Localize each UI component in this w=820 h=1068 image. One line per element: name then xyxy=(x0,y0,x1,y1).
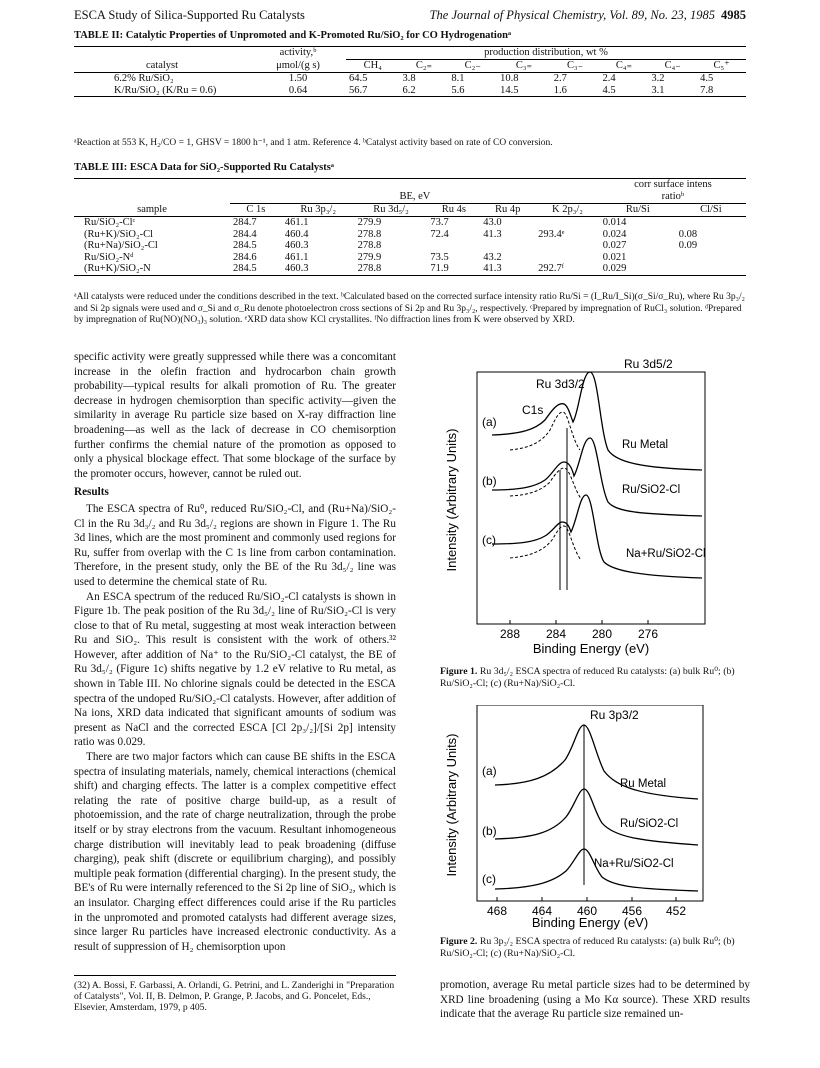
figure1-caption-text: Ru 3d₅/₂ ESCA spectra of reduced Ru catalysts: (a) bulk Ru⁰; (b) Ru/SiO₂-Cl; (c) (Ru+Na)/SiO₂-Cl. xyxy=(440,666,735,689)
fig2-tick: 456 xyxy=(621,904,643,918)
t3-cell: 461.1 xyxy=(284,217,309,228)
t3-cell: 73.5 xyxy=(430,251,449,263)
t3-cell: 284.5 xyxy=(233,240,257,251)
table3-footnote: ᵃAll catalysts were reduced under the conditions described in the text. ᵇCalculated based on the corrected surface intensity ratio Ru/Si = (I_Ru/I_Si)(σ_Si/σ_Ru), where Ru 3p₃/₂ and Si 2p signals were used and σ_Si and σ_Ru denote photoelectron cross sections of Si 2p and Ru 3p₃/₂, respectively. ᶜPrepared by impregnation of RuCl₃ solution. ᵈPrepared by impregnation of Ru(NO)(NO₃)₃ solution. ᵉXRD data show KCl crystallites. ᶠNo diffraction lines from K were observed by XRD. xyxy=(74,292,745,325)
fig1-frame xyxy=(477,372,705,624)
t2-cell: 4.5 xyxy=(700,73,714,84)
fig2-ylabel: Intensity (Arbitrary Units) xyxy=(444,733,459,877)
t3-cell: (Ru+K)/SiO₂-Cl xyxy=(84,228,154,240)
table3 xyxy=(74,178,746,276)
t3-cell: 279.9 xyxy=(357,217,382,228)
running-header xyxy=(74,8,746,26)
t3-group-be: BE, eV xyxy=(230,179,600,204)
fig2-tickmarks xyxy=(497,897,676,901)
t2-col: CH₄ xyxy=(363,60,382,71)
figure2-spectrum xyxy=(440,705,750,931)
t2-cell: 0.64 xyxy=(288,84,308,96)
t2-col: C₄₌ xyxy=(615,60,633,71)
t2-col-catalyst: catalyst xyxy=(74,47,250,73)
fig1-peak-top: Ru 3d5/2 xyxy=(624,357,673,371)
t3-cell: 0.08 xyxy=(678,228,698,240)
t3-cell: (Ru+Na)/SiO₂-Cl xyxy=(84,240,158,251)
fig1-tick: 276 xyxy=(637,627,659,641)
fig2-curve-b xyxy=(495,789,698,845)
t3-cell: 278.8 xyxy=(357,240,382,251)
paragraph: The ESCA spectra of Ru⁰, reduced Ru/SiO₂-Cl, and (Ru+Na)/SiO₂-Cl in the Ru 3d₃/₂ and Ru 3d₅/₂ regions are shown in Figure 1. The Ru 3d lines, which are the most prominent and commonly used regions for Ru, suffer from overlap with the C 1s line from carbon contamination. Therefore, in the present study, only the BE of the Ru 3d₅/₂ line was used to determine the chemical state of Ru. xyxy=(74,502,396,588)
t3-col-sample: sample xyxy=(74,179,230,217)
fig2-label-a: (a) xyxy=(482,764,497,778)
figure2-caption xyxy=(440,936,750,960)
fig2-ticks xyxy=(487,904,686,918)
table-row xyxy=(74,217,746,229)
t2-cell: 1.6 xyxy=(553,84,567,96)
t3-cell: 0.021 xyxy=(602,251,627,263)
t3-cell xyxy=(676,263,746,275)
t3-cell xyxy=(676,217,746,229)
fig2-curve-a xyxy=(495,725,698,799)
fig1-ticks xyxy=(500,627,658,641)
paragraph: specific activity were greatly suppressed while there was a concomitant increase in the olefin fraction and hydrocarbon chain growth probability—typical results for alkali promotion of Ru. The greater decrease in hydrogen chemisorption than specific activity—given the similarity in average Ru particle size based on X-ray diffraction line broadening—as well as the lack of decrease in CO chemisorption further confirms the chemial nature of the promotion as opposed to only a physical blockage effect. That some blockage of the surface by the promoter occurs, however, cannot be ruled out. xyxy=(74,351,396,480)
fig1-tick: 284 xyxy=(545,627,567,641)
t2-cell: K/Ru/SiO₂ (K/Ru = 0.6) xyxy=(114,84,217,96)
t2-col: C₃₋ xyxy=(567,60,584,71)
fig1-peak-c: C1s xyxy=(522,403,544,417)
t3-cell: 284.6 xyxy=(233,251,257,263)
t3-cell: 284.4 xyxy=(233,228,257,240)
section-heading-results: Results xyxy=(74,486,109,499)
t3-cell: Ru/SiO₂-Clᶜ xyxy=(84,217,136,228)
t3-group-ratio-2: ratioᵇ xyxy=(661,191,685,202)
fig1-xlabel: Binding Energy (eV) xyxy=(532,641,650,656)
right-column xyxy=(440,978,750,1022)
fig1-curve-label: Ru Metal xyxy=(622,439,669,451)
fig2-tick: 452 xyxy=(665,904,687,918)
t3-cell: (Ru+K)/SiO₂-N xyxy=(84,263,151,274)
fig1-tickmarks xyxy=(510,620,648,624)
table-row xyxy=(74,263,746,275)
fig1-tick: 280 xyxy=(591,627,613,641)
table-row xyxy=(74,252,746,264)
table-row xyxy=(74,85,746,97)
fig2-tick: 468 xyxy=(486,904,508,918)
t2-col-activity-unit: μmol/(g s) xyxy=(276,59,320,71)
t3-cell: 43.2 xyxy=(483,251,502,263)
t2-cell: 4.5 xyxy=(602,84,616,96)
fig2-tick: 464 xyxy=(531,904,553,918)
t3-cell: 278.8 xyxy=(357,263,382,274)
t2-cell: 7.8 xyxy=(700,84,714,96)
t3-cell: 41.3 xyxy=(483,263,502,274)
t3-cell: 460.3 xyxy=(284,240,309,251)
t2-cell: 56.7 xyxy=(349,84,368,96)
t3-cell: 71.9 xyxy=(430,263,449,274)
table-row xyxy=(74,240,746,252)
t3-col: Ru 4p xyxy=(495,204,521,215)
t2-cell: 3.1 xyxy=(651,84,665,96)
header-title: ESCA Study of Silica-Supported Ru Catalysts xyxy=(74,8,305,22)
t3-cell: 279.9 xyxy=(357,251,382,263)
t2-col-activity: activity,ᵇ xyxy=(279,47,317,59)
header-journal xyxy=(430,8,746,23)
page-number: 4985 xyxy=(721,8,746,22)
fig2-curve-label: Na+Ru/SiO2-Cl xyxy=(594,858,674,870)
t3-cell: 284.7 xyxy=(233,217,257,228)
t3-col: K 2p₃/₂ xyxy=(552,204,583,215)
t2-cell: 8.1 xyxy=(451,73,465,84)
t2-col: C₅⁺ xyxy=(713,60,730,71)
left-column xyxy=(74,350,396,954)
t3-col: Ru/Si xyxy=(625,204,650,215)
t3-cell: 0.027 xyxy=(602,240,627,251)
fig1-curve-c xyxy=(492,495,702,578)
t3-cell: 0.024 xyxy=(602,228,627,240)
table2 xyxy=(74,46,746,97)
t3-cell: 0.029 xyxy=(602,263,627,274)
figure1-spectrum xyxy=(440,350,750,662)
t2-cell: 3.2 xyxy=(651,73,665,84)
t3-col: C 1s xyxy=(246,204,266,215)
t3-cell xyxy=(535,252,600,264)
t3-col: Cl/Si xyxy=(700,204,722,215)
t2-cell: 14.5 xyxy=(500,84,519,96)
table3-caption: TABLE III: ESCA Data for SiO₂-Supported Ru Catalystsᵃ xyxy=(74,162,334,173)
t3-cell: 284.5 xyxy=(233,263,257,274)
fig1-ylabel: Intensity (Arbitrary Units) xyxy=(444,428,459,572)
t3-cell: 292.7ᶠ xyxy=(538,263,564,274)
table-row xyxy=(74,73,746,85)
t3-col: Ru 3d₅/₂ xyxy=(373,204,409,215)
fig1-curve-label: Ru/SiO2-Cl xyxy=(622,484,681,496)
t3-cell: 43.0 xyxy=(483,217,502,228)
fig2-peak-top: Ru 3p3/2 xyxy=(590,708,639,722)
paragraph: promotion, average Ru metal particle sizes had to be determined by XRD line broadening (using a Mo Kα source). These XRD results indicate that the average Ru particle size remained un- xyxy=(440,979,750,1021)
fig2-curve-c xyxy=(495,849,698,891)
t3-cell xyxy=(535,240,600,252)
fig2-label-b: (b) xyxy=(482,824,497,838)
t3-cell xyxy=(676,252,746,264)
fig2-curve-label: Ru/SiO2-Cl xyxy=(620,818,679,830)
figure2-caption-text: Ru 3p₃/₂ ESCA spectra of reduced Ru catalysts: (a) bulk Ru⁰; (b) Ru/SiO₂-Cl; (c) (Ru+Na)/SiO₂-Cl. xyxy=(440,936,735,959)
reference-footnote: (32) A. Bossi, F. Garbassi, A. Orlandi, G. Petrini, and L. Zanderighi in "Preparation of Catalysts", Vol. II, B. Delmon, P. Grange, P. Jacobs, and G. Poncelet, Eds., Elsevier, Amsterdam, 1979, p 405. xyxy=(74,975,396,1013)
t2-col: C₄₋ xyxy=(664,60,681,71)
t2-cell: 1.50 xyxy=(288,73,308,84)
fig1-label-b: (b) xyxy=(482,474,497,488)
fig1-curve-label: Na+Ru/SiO2-Cl xyxy=(626,548,706,560)
fig1-tick: 288 xyxy=(499,627,521,641)
t3-col: Ru 3p₃/₂ xyxy=(300,204,337,215)
table-row xyxy=(74,229,746,241)
t3-cell: 461.1 xyxy=(284,251,309,263)
t3-cell: 278.8 xyxy=(357,228,382,240)
t2-cell: 2.7 xyxy=(553,73,567,84)
fig2-label-c: (c) xyxy=(482,872,496,886)
t2-cell: 10.8 xyxy=(500,73,519,84)
t2-cell: 6.2% Ru/SiO₂ xyxy=(114,73,174,84)
t3-cell xyxy=(535,217,600,229)
t3-cell: 0.014 xyxy=(602,217,627,228)
fig2-curve-label: Ru Metal xyxy=(620,778,667,790)
journal-citation: The Journal of Physical Chemistry, Vol. 89, No. 23, 1985 xyxy=(429,8,715,22)
t3-col: Ru 4s xyxy=(441,204,466,215)
t2-col: C₃₌ xyxy=(515,60,533,71)
t2-col-group: production distribution, wt % xyxy=(346,47,746,60)
t2-cell: 2.4 xyxy=(602,73,616,84)
t2-col: C₂₌ xyxy=(415,60,433,71)
t2-cell: 6.2 xyxy=(402,84,416,96)
fig1-curve-b xyxy=(492,438,702,516)
t3-cell: 72.4 xyxy=(430,228,449,240)
figure1-caption xyxy=(440,666,750,690)
figure2-caption-label: Figure 2. xyxy=(440,936,478,947)
t3-cell: Ru/SiO₂-Nᵈ xyxy=(84,251,134,263)
t3-cell: 293.4ᵉ xyxy=(538,228,565,240)
fig1-label-c: (c) xyxy=(482,533,496,547)
figure1-caption-label: Figure 1. xyxy=(440,666,478,677)
t2-cell: 64.5 xyxy=(349,73,368,84)
paragraph: There are two major factors which can cause BE shifts in the ESCA spectra of insulating materials, namely, chemical interactions (chemical shift) and charging effects. The latter is a complex competitive effect relating the rate of positive charge build-up, as a result of photoemission, and the rate of charge neutralization, through the probe itself or by stray electrons from the vacuum. Resultant inhomogeneous charge distribution will inevitably lead to peak broadening (diffuse charging), peak shift (discrete or equilibrium charging), and possibly multiple peak formation (differential charging). In the present study, the BE's of Ru were internally referenced to the Si 2p line of SiO₂, which is an insulator. Charging effect differences could arise if the Ru particles in the unpromoted and promoted catalysts had different average sizes, since larger Ru particles have increased electronic conductivity. As a result of suppression of H₂ chemisorption upon xyxy=(74,751,396,953)
table2-caption: TABLE II: Catalytic Properties of Unpromoted and K-Promoted Ru/SiO₂ for CO Hydrogenationᵃ xyxy=(74,30,512,41)
fig1-fit-b xyxy=(510,468,582,500)
fig1-fit-a xyxy=(510,412,580,450)
fig2-xlabel: Binding Energy (eV) xyxy=(531,915,649,930)
t3-cell: 460.4 xyxy=(284,228,309,240)
t3-cell: 0.09 xyxy=(678,240,698,251)
t3-group-ratio xyxy=(600,179,746,204)
t3-cell xyxy=(480,240,535,252)
table2-footnote: ᵃReaction at 553 K, H₂/CO = 1, GHSV = 1800 h⁻¹, and 1 atm. Reference 4. ᵇCatalyst activity based on rate of CO conversion. xyxy=(74,138,553,148)
t2-cell: 5.6 xyxy=(451,84,465,96)
t3-cell: 460.3 xyxy=(284,263,309,274)
t3-cell xyxy=(427,240,480,252)
fig1-peak-mid: Ru 3d3/2 xyxy=(536,377,585,391)
paragraph: An ESCA spectrum of the reduced Ru/SiO₂-Cl catalysts is shown in Figure 1b. The peak position of the Ru 3d₅/₂ line of Ru/SiO₂-Cl is very close to that of Ru metal, suggesting at most weak interaction between Ru and SiO₂. This result is consistent with the work of others.³² However, after addition of Na⁺ to the Ru/SiO₂-Cl catalyst, the BE of Ru 3d₅/₂ (Figure 1c) shifts negative by 1.2 eV relative to Ru metal, as shown in Table III. No chlorine signals could be detected in the ESCA spectra of the undoped Ru/SiO₂-Cl catalysts. However, after addition of Na ions, XRD data indicated that significant amounts of sodium was present as NaCl and the corrected ESCA [Cl 2p₃/₂]/[Si 2p] intensity ratio was 0.029. xyxy=(74,590,396,749)
t3-group-ratio-1: corr surface intens xyxy=(634,179,712,190)
fig1-label-a: (a) xyxy=(482,415,497,429)
fig2-tick: 460 xyxy=(576,904,598,918)
t2-col: C₂₋ xyxy=(464,60,481,71)
t3-cell: 41.3 xyxy=(483,228,502,240)
t3-cell: 73.7 xyxy=(430,217,449,228)
t2-cell: 3.8 xyxy=(402,73,416,84)
